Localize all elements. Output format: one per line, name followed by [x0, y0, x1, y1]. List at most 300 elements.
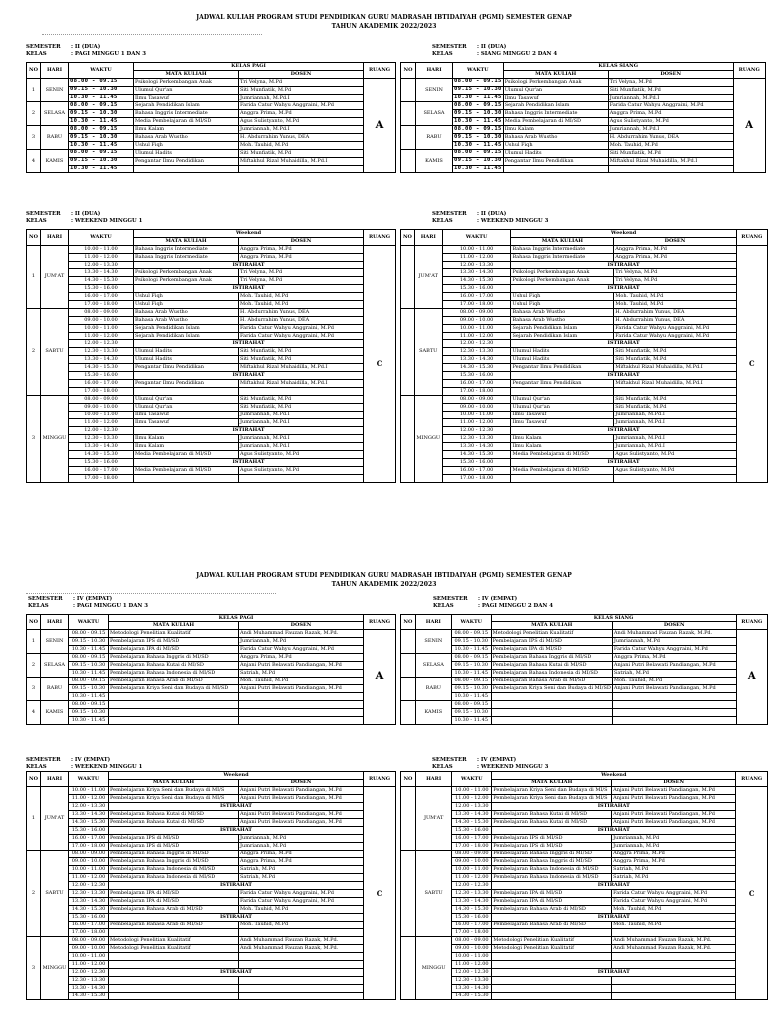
time-cell: 14.30 - 15.30	[442, 277, 511, 285]
table-row	[401, 443, 768, 451]
istirahat-cell: ISTIRAHAT	[511, 340, 736, 348]
time-cell: 08.00 - 09.15	[454, 125, 502, 132]
lecturer-cell: Jumriannah, M.Pd.I	[239, 126, 364, 134]
semester-value: : II (DUA)	[71, 211, 101, 217]
lecturer-cell: Moh. Tauhid, M.Pd	[608, 141, 733, 149]
table-row	[401, 787, 768, 795]
lecturer-cell	[608, 165, 733, 173]
lecturer-cell: Anggra Prima, M.Pd	[612, 850, 736, 858]
schedule-header	[432, 757, 549, 771]
day-number: 2	[27, 850, 41, 937]
kelas-row	[432, 218, 549, 225]
col-no: NO	[27, 615, 41, 630]
class-header: KELAS SIANG	[503, 63, 733, 71]
course-cell: Ulumul Qur'an	[503, 86, 608, 94]
course-cell	[134, 387, 239, 395]
course-cell: Metodologi Penelitian Kualitatif	[492, 945, 612, 953]
col-dosen: DOSEN	[239, 237, 364, 245]
table-row	[401, 826, 768, 834]
time-cell: 09.15 - 10.30	[451, 709, 491, 717]
lecturer-cell	[239, 992, 364, 1000]
time-cell: 16.00 - 17.00	[69, 834, 109, 842]
course-cell: Media Pembelajaran di MI/SD	[511, 450, 614, 458]
course-cell	[492, 984, 612, 992]
time-cell: 17.00 - 18.00	[69, 387, 134, 395]
semester-row	[26, 211, 101, 218]
course-cell: Ulumul Qur'an	[134, 86, 239, 94]
istirahat-cell: ISTIRAHAT	[134, 372, 364, 380]
table-row	[401, 630, 768, 638]
col-mata-kuliah: MATA KULIAH	[134, 237, 239, 245]
lecturer-cell: Anjani Putri Belawati Pandiangan, M.Pd	[239, 787, 364, 795]
time-cell: 10.30 - 11.45	[454, 141, 502, 148]
course-cell: Ilmu Kalam	[134, 443, 239, 451]
time-cell: 10.00 - 11.00	[452, 866, 492, 874]
course-cell: Pembelajaran Bahasa Arab di MI/SD	[492, 905, 612, 913]
table-row	[27, 842, 396, 850]
table-row	[401, 141, 766, 149]
course-cell: Pembelajaran Kriya Seni dan Budaya di MI/S	[109, 787, 239, 795]
time-cell: 12.30 - 13.30	[69, 435, 134, 443]
table-row	[27, 78, 396, 86]
course-cell: Ushul Fiqh	[503, 141, 608, 149]
istirahat-cell: ISTIRAHAT	[109, 913, 364, 921]
lecturer-cell: Anjani Putri Belawati Pandiangan, M.Pd	[239, 661, 364, 669]
course-cell: Pembelajaran Bahasa Arab di MI/SD	[491, 677, 612, 685]
course-cell: Pembelajaran Bahasa Inggris di MI/SD	[491, 653, 612, 661]
course-cell: Sejarah Pendidikan Islam	[511, 324, 614, 332]
course-cell: Pembelajaran IPS di MI/SD	[492, 842, 612, 850]
course-cell: Bahasa Arab Wustho	[503, 134, 608, 142]
time-cell: 10.30 - 11.45	[451, 693, 491, 701]
istirahat-cell: ISTIRAHAT	[492, 913, 736, 921]
semester-label: SEMESTER	[26, 757, 61, 763]
table-row	[27, 929, 396, 937]
time-cell: 09.00 - 10.00	[442, 316, 511, 324]
day-name: SENIN	[41, 630, 69, 654]
table-row	[27, 905, 396, 913]
lecturer-cell: Siti Munfiatik, M.Pd	[239, 149, 364, 157]
day-name: KAMIS	[416, 149, 453, 173]
time-cell: 10.30 - 11.45	[451, 669, 491, 677]
course-cell: Metodologi Penelitian Kualitatif	[492, 937, 612, 945]
lecturer-cell: Anggra Prima, M.Pd	[239, 253, 364, 261]
table-row	[401, 661, 768, 669]
table-row	[401, 701, 768, 709]
day-number	[401, 395, 415, 482]
time-cell: 13.30 - 14.30	[442, 356, 511, 364]
time-cell: 12.00 - 12.30	[69, 968, 109, 976]
course-cell: Metodologi Penelitian Kualitatif	[491, 630, 612, 638]
table-row	[401, 811, 768, 819]
course-cell	[491, 693, 612, 701]
time-cell: 09.15 - 10.30	[454, 86, 502, 93]
lecturer-cell: Tri Velyna, M.Pd	[608, 78, 733, 86]
lecturer-cell: Moh. Tauhid, M.Pd	[239, 921, 364, 929]
col-ruang: RUANG	[736, 772, 768, 787]
course-cell: Pembelajaran Bahasa Arab di MI/SD	[109, 921, 239, 929]
table-row	[401, 403, 768, 411]
day-name: SABTU	[415, 850, 452, 937]
course-cell: Ushul Fiqh	[134, 293, 239, 301]
table-row	[401, 474, 768, 482]
time-cell: 13.30 - 14.30	[69, 443, 134, 451]
lecturer-cell: Tri Velyna, M.Pd	[614, 277, 736, 285]
table-row	[27, 245, 396, 253]
time-cell: 16.00 - 17.00	[452, 921, 492, 929]
table-row	[401, 882, 768, 890]
kelas-label: KELAS	[26, 51, 47, 57]
day-number: 1	[27, 787, 41, 850]
table-row	[27, 411, 396, 419]
day-number: 3	[27, 395, 41, 482]
day-number	[401, 149, 416, 173]
course-cell: Pembelajaran Kriya Seni dan Budaya di MI/S	[109, 795, 239, 803]
course-cell: Pembelajaran Bahasa Arab di MI/SD	[109, 905, 239, 913]
table-row	[401, 834, 768, 842]
istirahat-cell: ISTIRAHAT	[109, 968, 364, 976]
schedule-header	[432, 211, 549, 225]
day-number: 2	[27, 653, 41, 677]
time-cell: 10.30 - 11.45	[451, 716, 491, 724]
table-row	[27, 450, 396, 458]
time-cell: 16.00 - 17.00	[69, 379, 134, 387]
lecturer-cell: Tri Velyna, M.Pd	[614, 269, 736, 277]
time-cell: 10.30 - 11.45	[69, 669, 109, 677]
course-cell: Ulumul Hadits	[134, 348, 239, 356]
time-cell: 13.30 - 14.30	[442, 443, 511, 451]
col-dosen: DOSEN	[608, 70, 733, 78]
time-cell: 10.00 - 11.00	[69, 324, 134, 332]
lecturer-cell: Satriah, M.Pd	[612, 866, 736, 874]
day-number	[401, 787, 416, 850]
table-row	[401, 110, 766, 118]
time-cell: 08.00 - 09.00	[69, 395, 134, 403]
time-cell: 11.00 - 12.00	[69, 332, 134, 340]
course-cell: Pengantar Ilmu Pendidikan	[134, 364, 239, 372]
lecturer-cell: H. Abdurrahim Yunus, DEA	[239, 308, 364, 316]
time-cell: 13.30 - 14.30	[452, 984, 492, 992]
time-cell: 10.00 - 11.00	[69, 245, 134, 253]
time-cell: 09.00 - 10.00	[69, 316, 134, 324]
time-cell: 08.00 - 09.15	[454, 78, 502, 85]
lecturer-cell: Jumriannah, M.Pd.I	[614, 419, 736, 427]
lecturer-cell: Siti Munfiatik, M.Pd	[239, 395, 364, 403]
table-row	[401, 858, 768, 866]
lecturer-cell: Anjani Putri Belawati Pandiangan, M.Pd	[612, 685, 736, 693]
lecturer-cell: Satriah, M.Pd	[612, 669, 736, 677]
day-number	[401, 630, 416, 654]
sem2-subtitle: TAHUN AKADEMIK 2022/2023	[331, 23, 437, 30]
lecturer-cell: Miftakhul Rizal Muhaidilla, M.Pd.I	[239, 157, 364, 165]
time-cell: 08.00 - 09.15	[69, 126, 134, 134]
time-cell: 12.30 - 13.30	[442, 435, 511, 443]
lecturer-cell	[614, 387, 736, 395]
table-row	[27, 285, 396, 293]
day-name: JUM'AT	[41, 787, 69, 850]
lecturer-cell: Anjani Putri Belawati Pandiangan, M.Pd	[612, 811, 736, 819]
table-row	[401, 669, 768, 677]
lecturer-cell: Miftakhul Rizal Muhaidilla, M.Pd.I	[608, 157, 733, 165]
table-row	[27, 269, 396, 277]
course-cell: Ushul Fiqh	[511, 301, 614, 309]
lecturer-cell: Tri Velyna, M.Pd	[239, 269, 364, 277]
lecturer-cell: Farida Catur Wahyu Anggraini, M.Pd	[612, 897, 736, 905]
course-cell: Pengantar Ilmu Pendidikan	[134, 379, 239, 387]
lecturer-cell: Siti Munfiatik, M.Pd	[608, 149, 733, 157]
course-cell: Bahasa Arab Wustho	[511, 308, 614, 316]
course-cell: Bahasa Inggris Intermediate	[511, 245, 614, 253]
table-row	[27, 118, 396, 126]
course-cell: Sejarah Pendidikan Islam	[503, 102, 608, 110]
table-row	[27, 395, 396, 403]
time-cell: 12.00 - 13.30	[69, 803, 109, 811]
lecturer-cell: Anjani Putri Belawati Pandiangan, M.Pd	[612, 818, 736, 826]
course-cell	[492, 992, 612, 1000]
lecturer-cell: Andi Muhammad Fauzan Razak, M.Pd.	[612, 630, 736, 638]
lecturer-cell: Miftakhul Rizal Muhaidilla, M.Pd.I	[614, 364, 736, 372]
course-cell: Ilmu Kalam	[503, 126, 608, 134]
semester-label: SEMESTER	[28, 596, 63, 602]
course-cell	[109, 960, 239, 968]
table-row	[27, 427, 396, 435]
kelas-row	[26, 218, 143, 225]
lecturer-cell: Jumriannah, M.Pd	[612, 638, 736, 646]
semester-row	[433, 596, 518, 603]
course-cell	[134, 165, 239, 173]
time-cell: 08.00 - 09.15	[451, 677, 491, 685]
table-row	[401, 149, 766, 157]
day-number	[401, 126, 416, 150]
course-cell	[109, 701, 239, 709]
time-cell: 12.30 - 13.30	[442, 348, 511, 356]
table-row	[27, 316, 396, 324]
time-cell: 17.00 - 18.00	[69, 474, 134, 482]
table-row	[401, 638, 768, 646]
istirahat-cell: ISTIRAHAT	[492, 826, 736, 834]
lecturer-cell: Siti Munfiatik, M.Pd	[239, 86, 364, 94]
time-cell: 10.30 - 11.45	[69, 693, 109, 701]
col-waktu: WAKTU	[69, 63, 134, 79]
table-row	[27, 443, 396, 451]
col-no: NO	[27, 63, 41, 79]
time-cell: 08.00 - 09.15	[454, 149, 502, 156]
col-hari: HARI	[414, 230, 442, 246]
time-cell: 08.00 - 09.15	[69, 78, 134, 86]
semester-label: SEMESTER	[432, 757, 467, 763]
time-cell: 11.00 - 12.00	[69, 960, 109, 968]
day-number	[401, 937, 416, 1000]
lecturer-cell: Moh. Tauhid, M.Pd	[614, 293, 736, 301]
col-ruang: RUANG	[364, 772, 396, 787]
col-no: NO	[27, 230, 41, 246]
time-cell: 09.15 - 10.30	[69, 134, 134, 142]
course-cell	[109, 976, 239, 984]
time-cell: 08.00 - 09.15	[454, 102, 502, 109]
table-row	[27, 913, 396, 921]
col-no: NO	[401, 772, 416, 787]
lecturer-cell	[239, 976, 364, 984]
table-row	[401, 301, 768, 309]
lecturer-cell: Farida Catur Wahyu Anggraini, M.Pd	[239, 889, 364, 897]
table-row	[401, 842, 768, 850]
lecturer-cell: Agus Sulistyanto, M.Pd	[614, 466, 736, 474]
col-dosen: DOSEN	[612, 779, 736, 787]
course-cell	[492, 976, 612, 984]
table-row	[401, 316, 768, 324]
lecturer-cell: Moh. Tauhid, M.Pd	[239, 301, 364, 309]
schedule-table	[400, 62, 766, 173]
time-cell: 17.00 - 18.00	[442, 387, 511, 395]
time-cell: 11.00 - 12.00	[69, 419, 134, 427]
istirahat-cell: ISTIRAHAT	[134, 427, 364, 435]
lecturer-cell	[239, 165, 364, 173]
time-cell: 15.30 - 16.00	[442, 285, 511, 293]
lecturer-cell	[239, 929, 364, 937]
lecturer-cell: Jumriannah, M.Pd	[239, 834, 364, 842]
table-row	[27, 340, 396, 348]
course-cell: Bahasa Arab Wustho	[134, 308, 239, 316]
time-cell: 08.00 - 09.15	[69, 149, 134, 157]
time-cell: 16.00 - 17.00	[452, 834, 492, 842]
table-row	[27, 149, 396, 157]
schedule-table	[26, 62, 396, 173]
semester-row	[26, 757, 111, 764]
room-cell: C	[736, 787, 768, 1000]
day-name: KAMIS	[41, 149, 69, 173]
lecturer-cell: Siti Munfiatik, M.Pd	[614, 395, 736, 403]
col-ruang: RUANG	[364, 230, 396, 246]
course-cell: Ilmu Tasawuf	[511, 419, 614, 427]
istirahat-cell: ISTIRAHAT	[511, 427, 736, 435]
table-row	[27, 693, 396, 701]
time-cell: 08.00 - 09.15	[69, 102, 134, 110]
table-row	[27, 474, 396, 482]
time-cell: 09.00 - 10.00	[452, 945, 492, 953]
time-cell: 12.00 - 12.30	[69, 340, 134, 348]
table-row	[27, 850, 396, 858]
course-cell: Psikologi Perkembangan Anak	[134, 78, 239, 86]
table-row	[401, 387, 768, 395]
lecturer-cell: Anggra Prima, M.Pd	[614, 253, 736, 261]
time-cell: 08.00 - 09.15	[451, 701, 491, 709]
lecturer-cell: Siti Munfiatik, M.Pd	[614, 356, 736, 364]
table-row	[401, 411, 768, 419]
day-name: KAMIS	[41, 701, 69, 725]
time-cell: 16.00 - 17.00	[69, 293, 134, 301]
time-cell: 09.15 - 10.30	[454, 110, 502, 116]
kelas-value: : WEEKEND MINGGU 1	[71, 764, 143, 770]
lecturer-cell: Moh. Tauhid, M.Pd	[612, 677, 736, 685]
istirahat-cell: ISTIRAHAT	[134, 340, 364, 348]
time-cell: 17.00 - 18.00	[452, 842, 492, 850]
lecturer-cell: Anjani Putri Belawati Pandiangan, M.Pd	[239, 811, 364, 819]
col-dosen: DOSEN	[239, 622, 364, 630]
lecturer-cell: Jumriannah, M.Pd.I	[239, 411, 364, 419]
lecturer-cell: Siti Munfiatik, M.Pd	[608, 86, 733, 94]
time-cell: 09.15 - 10.30	[69, 638, 109, 646]
lecturer-cell: Anjani Putri Belawati Pandiangan, M.Pd	[612, 787, 736, 795]
col-mata-kuliah: MATA KULIAH	[109, 779, 239, 787]
day-name: SELASA	[41, 102, 69, 126]
table-row	[27, 134, 396, 142]
course-cell	[109, 693, 239, 701]
time-cell: 12.30 - 13.30	[69, 976, 109, 984]
time-cell: 12.00 - 12.30	[442, 427, 511, 435]
lecturer-cell: Farida Catur Wahyu Anggraini, M.Pd	[614, 324, 736, 332]
course-cell: Ulumul Hadits	[134, 356, 239, 364]
time-cell: 12.00 - 12.30	[69, 882, 109, 890]
table-row	[401, 86, 766, 94]
time-cell: 12.00 - 13.30	[69, 261, 134, 269]
course-cell: Psikologi Perkembangan Anak	[134, 269, 239, 277]
time-cell: 11.00 - 12.00	[442, 253, 511, 261]
course-cell: Psikologi Perkembangan Anak	[503, 78, 608, 86]
class-header: Weekend	[492, 772, 736, 780]
time-cell: 17.00 - 18.00	[69, 301, 134, 309]
table-row	[401, 913, 768, 921]
lecturer-cell: Anjani Putri Belawati Pandiangan, M.Pd	[612, 795, 736, 803]
table-row	[401, 716, 768, 724]
col-waktu: WAKTU	[451, 615, 491, 630]
course-cell: Ilmu Tasawuf	[134, 411, 239, 419]
col-mata-kuliah: MATA KULIAH	[503, 70, 608, 78]
time-cell: 10.30 - 11.45	[69, 141, 134, 149]
lecturer-cell: Anggra Prima, M.Pd	[239, 850, 364, 858]
col-waktu: WAKTU	[69, 615, 109, 630]
time-cell: 12.30 - 13.30	[452, 889, 492, 897]
time-cell: 09.00 - 10.00	[452, 858, 492, 866]
lecturer-cell: Jumriannah, M.Pd	[612, 842, 736, 850]
day-number: 1	[27, 245, 41, 308]
table-row	[401, 293, 768, 301]
course-cell: Ilmu Kalam	[134, 126, 239, 134]
lecturer-cell: Farida Catur Wahyu Anggraini, M.Pd	[239, 645, 364, 653]
col-no: NO	[401, 615, 416, 630]
course-cell: Pembelajaran IPS di MI/SD	[491, 638, 612, 646]
course-cell: Pembelajaran Bahasa Kutai di MI/SD	[492, 811, 612, 819]
room-cell: A	[733, 78, 765, 173]
table-row	[27, 661, 396, 669]
day-number: 1	[27, 630, 41, 654]
schedule-table	[26, 771, 396, 1000]
time-cell: 08.00 - 09.15	[69, 701, 109, 709]
col-ruang: RUANG	[364, 615, 396, 630]
lecturer-cell: Miftakhul Rizal Muhaidilla, M.Pd.I	[614, 379, 736, 387]
lecturer-cell: Moh. Tauhid, M.Pd	[239, 677, 364, 685]
lecturer-cell: Miftakhul Rizal Muhaidilla, M.Pd.I	[239, 364, 364, 372]
time-cell: 09.00 - 10.00	[69, 403, 134, 411]
time-cell: 15.30 - 16.00	[69, 826, 109, 834]
table-row	[27, 277, 396, 285]
col-hari: HARI	[41, 230, 69, 246]
lecturer-cell: Agus Sulistyanto, M.Pd	[608, 118, 733, 126]
time-cell: 11.00 - 12.00	[452, 874, 492, 882]
time-cell: 10.30 - 11.45	[69, 716, 109, 724]
table-row	[401, 94, 766, 102]
time-cell: 13.30 - 14.30	[69, 811, 109, 819]
table-row	[27, 308, 396, 316]
day-name: SENIN	[415, 630, 451, 654]
title-rule	[42, 34, 262, 35]
room-cell: A	[364, 630, 396, 725]
day-number: 3	[27, 126, 41, 150]
table-row	[27, 858, 396, 866]
table-row	[401, 693, 768, 701]
kelas-row	[26, 51, 146, 58]
table-row	[401, 245, 768, 253]
course-cell: Media Pembelajaran di MI/SD	[503, 118, 608, 126]
